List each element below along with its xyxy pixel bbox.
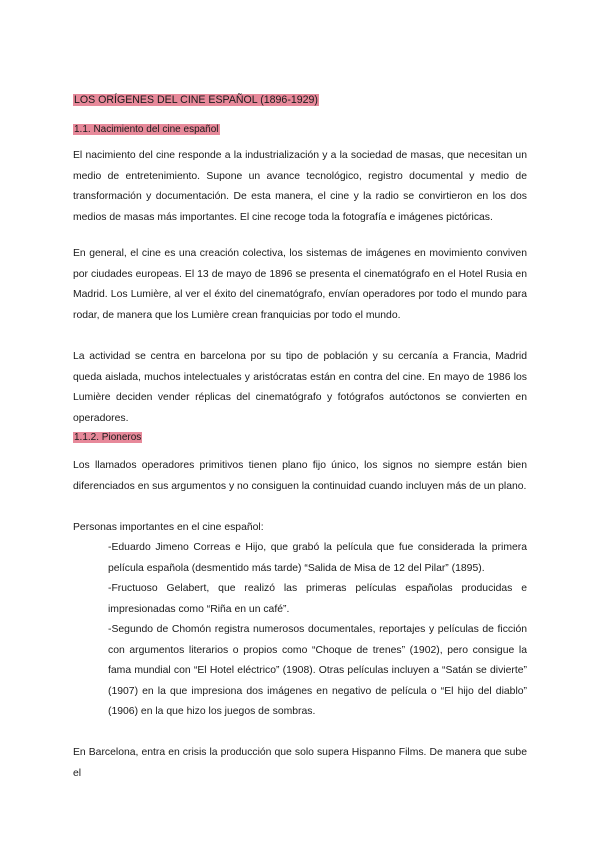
paragraph-2: En general, el cine es una creación colectiva, los sistemas de imágenes en movimiento conviven por ciudades europeas. El 13 de mayo de 1896 se presenta el cinematógrafo en el Hotel Rusia en Madrid. Los Lumière, al ver el éxito del cinematógrafo, envían operadores por todo el mundo para rodar, de manera que los Lumière crean franquicias por todo el mundo. (73, 248, 527, 321)
persons-intro: Personas importantes en el cine español: (73, 522, 264, 533)
paragraph-4: Los llamados operadores primitivos tienen plano fijo único, los signos no siempre están bien diferenciados en sus argumentos y no consiguen la continuidad cuando incluyen más de un plano. (73, 460, 527, 492)
section-highlight: 1.1.2. Pioneros (74, 432, 142, 443)
section-highlight: 1.1. Nacimiento del cine español (74, 124, 219, 135)
list-item: -Fructuoso Gelabert, que realizó las primeras películas españolas producidas e impresionadas como “Riña en un café”. (108, 583, 527, 615)
paragraph-1: El nacimiento del cine responde a la industrialización y a la sociedad de masas, que necesitan un medio de entretenimiento. Supone un avance tecnológico, registro documental y medio de transformación y documentación. De esta manera, el cine y la radio se convirtieron en los dos medios de masas más importantes. El cine recoge toda la fotografía e imágenes pictóricas. (73, 150, 527, 223)
paragraph-3: La actividad se centra en barcelona por su tipo de población y su cercanía a Francia, Madrid queda aislada, muchos intelectuales y aristócratas están en contra del cine. En mayo de 1986 los Lumière deciden vender réplicas del cinematógrafo y fotógrafos autóctonos se convierten en operadores. (73, 351, 527, 424)
list-item: -Segundo de Chomón registra numerosos documentales, reportajes y películas de ficción con argumentos literarios o propios como “Choque de trenes” (1902), pero consigue la fama mundial con “El Hotel eléctrico” (1908). Otras películas incluyen a “Satán se divierte” (1907) en la que impresiona dos imágenes en negativo de película o “El hijo del diablo” (1906) en la que hizo los juegos de sombras. (108, 624, 527, 718)
section-heading-pioneros (73, 430, 142, 446)
page-title (73, 92, 319, 108)
paragraph-5: En Barcelona, entra en crisis la producción que solo supera Hispanno Films. De manera que sube el (73, 747, 527, 779)
list-item: -Eduardo Jimeno Correas e Hijo, que grabó la película que fue considerada la primera película española (desmentido más tarde) “Salida de Misa de 12 del Pilar” (1895). (108, 542, 527, 574)
section-heading-nacimiento (73, 122, 220, 138)
title-highlight: LOS ORÍGENES DEL CINE ESPAÑOL (1896-1929) (74, 94, 318, 106)
